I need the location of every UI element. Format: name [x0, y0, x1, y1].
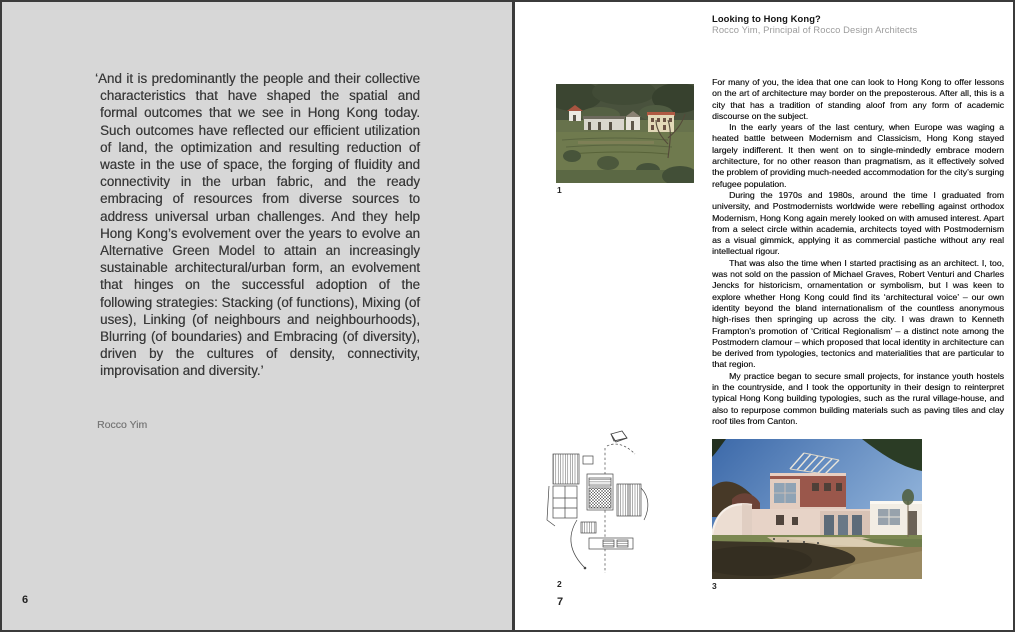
site-plan-image — [545, 428, 663, 578]
figure-site-plan-drawing — [545, 428, 663, 578]
body-paragraph: In the early years of the last century, when Europe was waging a heated battle between Modernism and Classicism, Hong Kong stayed largely indifferent. It then went on to single-mindedly embrace modern architecture, for no other reason than pragmatism, as it effectively solved the problem of providing much-needed accommodation for the city’s surging refugee population. — [712, 122, 1004, 189]
body-paragraph: That was also the time when I started practising as an architect. I, too, was not sold on the passion of Michael Graves, Robert Venturi and Charles Jencks for historicism, ornamentation or symbolism, but I was keen to explore whether Hong Kong could find its ‘architectural voice’ – our own identity beyond the bland internationalism of the countless anonymous high-rises then springing up across the city. I was drawn to Kenneth Frampton’s promotion of ‘Critical Regionalism’ – a distinct note among the Postmodern clamour – which proposed that local identity in architecture can be derived from typologies, tectonics and materialities that are particular to that region. — [712, 257, 1004, 370]
hostel-photo-image — [712, 439, 922, 579]
figure-number-1: 1 — [557, 185, 562, 195]
body-paragraph: During the 1970s and 1980s, around the time I graduated from university, and Postmodernists worldwide were rebelling against orthodox Modernism, Hong Kong again merely looked on with amused interest. Apart from a select circle within academia, architects toyed with Postmodernism as a visual gimmick, applying it as commercial pastiche without any real intellectual rigour. — [712, 189, 1004, 257]
article-title: Looking to Hong Kong? — [712, 13, 821, 24]
page-number-right: 7 — [557, 596, 564, 608]
figure-number-3: 3 — [712, 581, 717, 591]
figure-hostel-photo — [712, 439, 922, 579]
figure-number-2: 2 — [557, 579, 562, 589]
page-number-left: 6 — [22, 594, 29, 606]
quote-attribution: Rocco Yim — [97, 419, 148, 431]
article-subtitle: Rocco Yim, Principal of Rocco Design Architects — [712, 24, 918, 35]
left-page — [2, 2, 515, 630]
village-photo-image — [556, 84, 694, 183]
right-page — [515, 2, 1013, 630]
body-paragraph: My practice began to secure small projects, for instance youth hostels in the countryside, and I took the opportunity in their design to reinterpret typical Hong Kong building typologies, such as the rural village-house, and also to repurpose common building materials such as paving tiles and clay roof tiles from Canton. — [712, 370, 1004, 426]
pull-quote: ‘And it is predominantly the people and their collective characteristics that have shaped the spatial and formal outcomes that we see in Hong Kong today. Such outcomes have reflected our efficient utilization of land, the optimization and resulting reduction of waste in the use of space, the forging of fluidity and connectivity in the urban fabric, and the ready embracing of resources from diverse sources to address universal urban challenges. And they help Hong Kong’s evolvement over the years to evolve an Alternative Green Model to attain an increasingly sustainable architectural/urban form, an evolvement that hinges on the successful adoption of the following strategies: Stacking (of functions), Mixing (of uses), Linking (of neighbours and neighbourhoods), Blurring (of boundaries) and Embracing (of diversity), driven by the cultures of density, connectivity, improvisation and diversity.’ — [95, 71, 420, 379]
figure-village-photo — [556, 84, 694, 183]
article-body — [712, 77, 1004, 427]
body-paragraph: For many of you, the idea that one can look to Hong Kong to offer lessons on the art of architecture may border on the preposterous. After all, this is a city that has a tradition of standing aloof from any form of academic discourse on the subject. — [712, 77, 1004, 121]
